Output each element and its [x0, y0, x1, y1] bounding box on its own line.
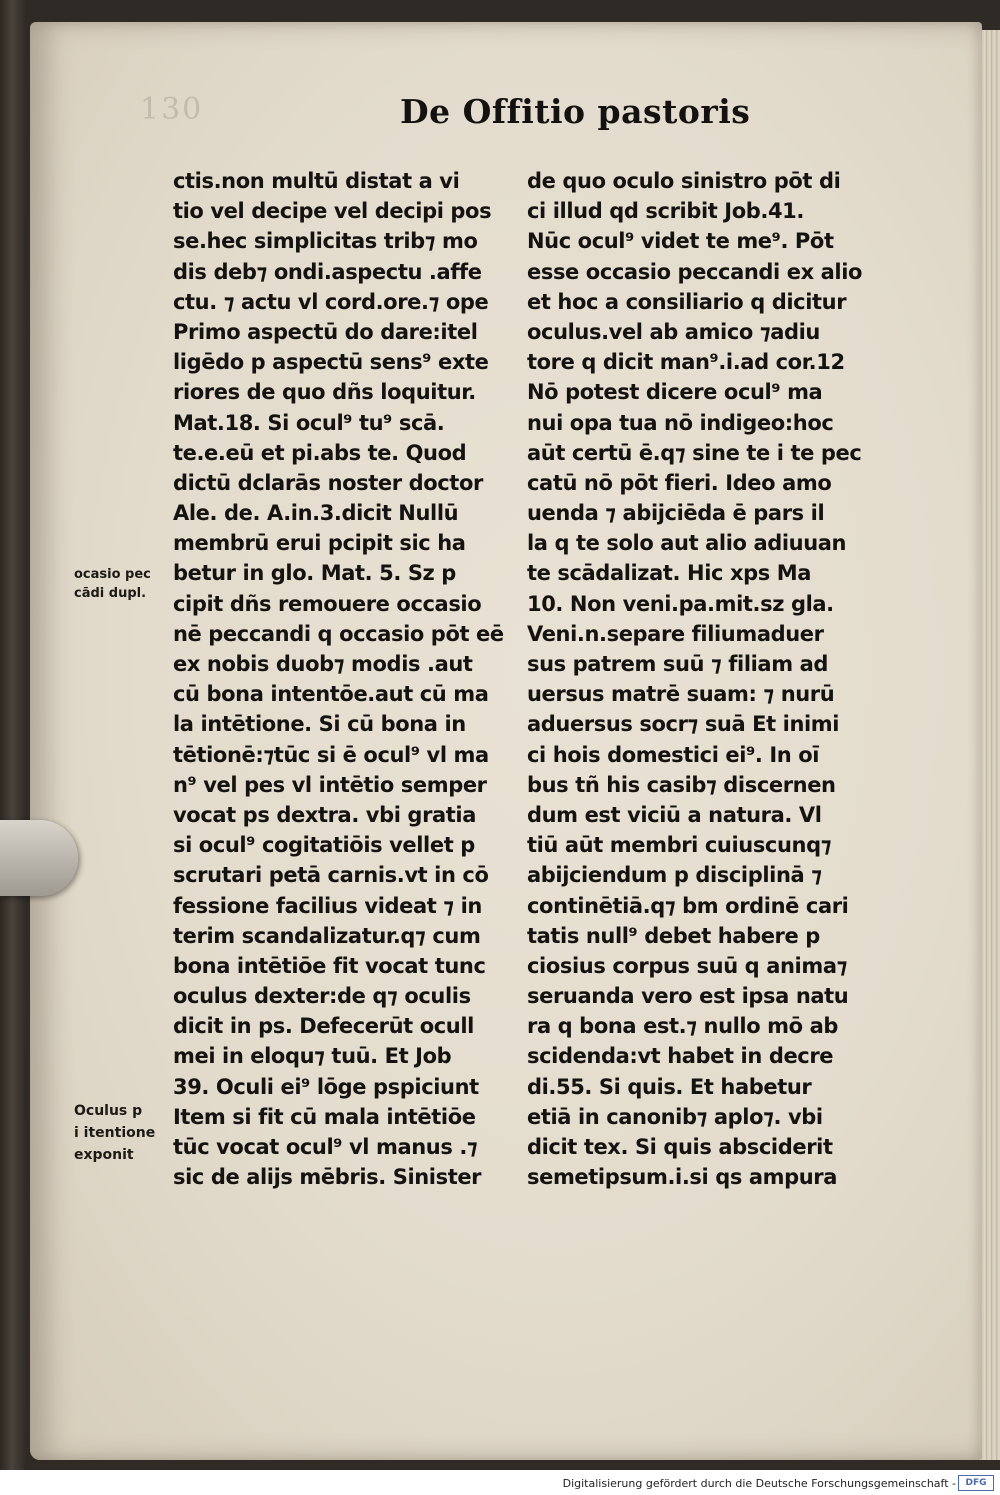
text-line: nui opa tua nō indigeo:hoc	[527, 410, 834, 435]
text-line: ra q bona est.⁊ nullo mō ab	[527, 1014, 838, 1039]
text-line: ci illud qd scribit Job.41.	[527, 199, 804, 224]
text-line: si ocul⁹ cogitatiōis vellet p	[173, 833, 475, 858]
margin-note-line: Oculus p	[74, 1103, 143, 1119]
text-line: se.hec simplicitas trib⁊ mo	[173, 229, 478, 254]
text-line: uenda ⁊ abijciēda ē pars il	[527, 501, 825, 526]
margin-note-line: cādi dupl.	[74, 586, 147, 601]
running-title: De Offitio pastoris	[400, 92, 751, 131]
text-line: aduersus socr⁊ suā Et inimi	[527, 712, 840, 737]
left-text-column	[173, 166, 518, 1192]
text-line: ctis.non multū distat a vi	[173, 169, 460, 193]
text-line: bus tñ his casib⁊ discernen	[527, 772, 836, 797]
text-line: ciosius corpus suū q anima⁊	[527, 953, 847, 978]
text-line: oculus.vel ab amico ⁊adiu	[527, 319, 820, 344]
text-line: scrutari petā carnis.vt in cō	[173, 863, 489, 888]
margin-note-occasio	[74, 565, 151, 603]
margin-note-line: exponit	[74, 1147, 134, 1163]
text-line: la q te solo aut alio adiuuan	[527, 531, 847, 556]
text-line: et hoc a consiliario q dicitur	[527, 289, 847, 314]
text-line: Nō potest dicere ocul⁹ ma	[527, 380, 823, 405]
text-line: vocat ps dextra. vbi gratia	[173, 802, 477, 827]
text-line: de quo oculo sinistro pōt di	[527, 169, 841, 193]
text-line: mei in eloqu⁊ tuū. Et Job	[173, 1044, 452, 1069]
text-line: sus patrem suū ⁊ filiam ad	[527, 652, 828, 676]
text-line: tūc vocat ocul⁹ vl manus .⁊	[173, 1135, 478, 1159]
text-line: nē peccandi q occasio pōt eē	[173, 621, 504, 646]
text-line: continētiā.q⁊ bm ordinē cari	[527, 893, 849, 918]
text-line: oculus dexter:de q⁊ oculis	[173, 984, 471, 1009]
text-line: dicit tex. Si quis absciderit	[527, 1135, 833, 1159]
text-line: seruanda vero est ipsa natu	[527, 984, 849, 1009]
text-line: ligēdo p aspectū sens⁹ exte	[173, 350, 489, 375]
text-line: esse occasio peccandi ex alio	[527, 259, 863, 284]
text-line: Nūc ocul⁹ videt te me⁹. Pōt	[527, 229, 834, 254]
text-line: bona intētiōe fit vocat tunc	[173, 953, 486, 978]
margin-note-oculus	[74, 1100, 155, 1166]
text-line: Ale. de. A.in.3.dicit Nullū	[173, 501, 459, 526]
text-line: Primo aspectū do dare:itel	[173, 319, 478, 344]
text-line: terim scandalizatur.q⁊ cum	[173, 923, 481, 948]
text-line: etiā in canonib⁊ aplo⁊. vbi	[527, 1104, 823, 1129]
text-line: semetipsum.i.si qs ampura	[527, 1165, 838, 1190]
text-line: dicit in ps. Defecerūt ocull	[173, 1014, 474, 1039]
text-line: riores de quo dñs loquitur.	[173, 380, 476, 405]
text-line: betur in glo. Mat. 5. Sz p	[173, 561, 456, 586]
text-line: tore q dicit man⁹.i.ad cor.12	[527, 350, 845, 375]
page-number: 130	[140, 92, 204, 127]
text-line: dis deb⁊ ondi.aspectu .affe	[173, 259, 482, 284]
margin-note-line: ocasio pec	[74, 567, 151, 582]
text-line: n⁹ vel pes vl intētio semper	[173, 772, 487, 797]
text-line: dum est viciū a natura. Vl	[527, 802, 822, 827]
text-line: sic de alijs mēbris. Sinister	[173, 1165, 482, 1190]
right-text-column	[527, 166, 872, 1192]
text-line: fessione facilius videat ⁊ in	[173, 893, 482, 918]
text-line: la intētione. Si cū bona in	[173, 712, 466, 737]
dfg-logo: DFG	[958, 1475, 994, 1491]
footer-credit: Digitalisierung gefördert durch die Deutsche Forschungsgemeinschaft -	[562, 1477, 956, 1490]
text-line: tiū aūt membri cuiuscunq⁊	[527, 833, 832, 858]
text-line: membrū erui pcipit sic ha	[173, 531, 466, 556]
text-line: tatis null⁹ debet habere p	[527, 923, 820, 948]
text-line: te.e.eū et pi.abs te. Quod	[173, 440, 467, 465]
text-line: 39. Oculi ei⁹ lōge pspiciunt	[173, 1074, 479, 1099]
text-line: 10. Non veni.pa.mit.sz gla.	[527, 591, 834, 616]
text-line: di.55. Si quis. Et habetur	[527, 1074, 812, 1099]
margin-note-line: i itentione	[74, 1125, 156, 1141]
text-line: aūt certū ē.q⁊ sine te i te pec	[527, 440, 862, 465]
text-line: uersus matrē suam: ⁊ nurū	[527, 682, 835, 707]
text-line: cū bona intentōe.aut cū ma	[173, 682, 489, 707]
text-line: ci hois domestici ei⁹. In oī	[527, 742, 820, 767]
text-line: Item si fit cū mala intētiōe	[173, 1104, 476, 1129]
text-line: abijciendum p disciplinā ⁊	[527, 863, 822, 888]
page-clip	[0, 820, 78, 896]
text-line: catū nō pōt fieri. Ideo amo	[527, 470, 832, 495]
text-line: tētionē:⁊tūc si ē ocul⁹ vl ma	[173, 742, 489, 767]
text-line: tio vel decipe vel decipi pos	[173, 199, 492, 224]
text-line: dictū dclarās noster doctor	[173, 470, 483, 495]
text-line: cipit dñs remouere occasio	[173, 591, 482, 616]
text-line: Mat.18. Si ocul⁹ tu⁹ scā.	[173, 410, 445, 435]
text-line: Veni.n.separe filiumaduer	[527, 621, 824, 646]
text-line: ex nobis duob⁊ modis .aut	[173, 652, 473, 676]
text-line: te scādalizat. Hic xps Ma	[527, 561, 812, 586]
text-line: ctu. ⁊ actu vl cord.ore.⁊ ope	[173, 289, 489, 314]
text-line: scidenda:vt habet in decre	[527, 1044, 834, 1069]
